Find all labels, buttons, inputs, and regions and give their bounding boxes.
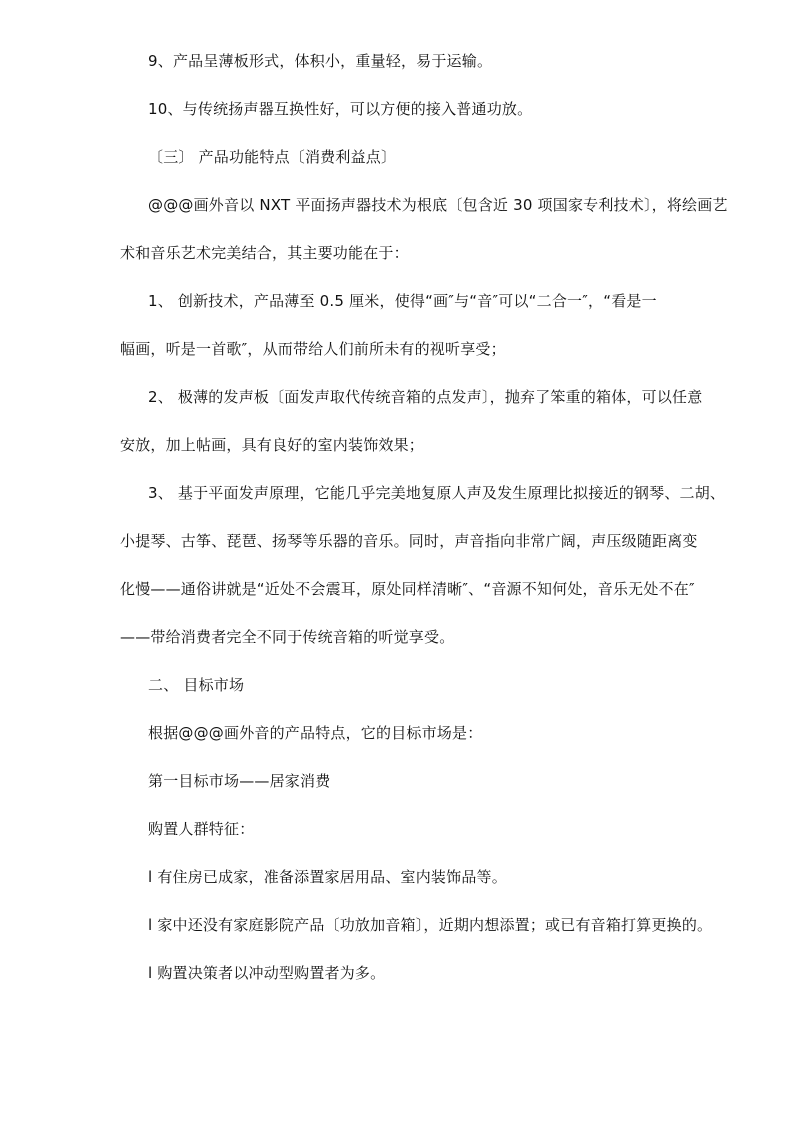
function-2-line-2: 安放，加上帖画，具有良好的室内装饰效果； <box>120 436 425 454</box>
function-1-line-2: 幅画，听是一首歌″，从而带给人们前所未有的视听享受； <box>120 340 506 358</box>
buyer-trait-3: l 购置决策者以冲动型购置者为多。 <box>148 964 386 982</box>
function-3-line-3: 化慢——通俗讲就是“近处不会震耳，原处同样清晰″、“音源不知何处，音乐无处不在″ <box>120 580 695 598</box>
paragraph-intro-line-2: 术和音乐艺术完美结合，其主要功能在于： <box>120 244 409 262</box>
feature-item-9: 9、产品呈薄板形式，体积小，重量轻，易于运输。 <box>148 52 493 70</box>
buyer-trait-1: l 有住房已成家，准备添置家居用品、室内装饰品等。 <box>148 868 507 886</box>
feature-item-10: 10、与传统扬声器互换性好，可以方便的接入普通功放。 <box>148 100 533 118</box>
section-heading-target-market: 二、 目标市场 <box>148 676 245 694</box>
function-3-line-2: 小提琴、古筝、琵琶、扬琴等乐器的音乐。同时，声音指向非常广阔，声压级随距离变 <box>120 532 698 550</box>
buyer-traits-heading: 购置人群特征： <box>148 820 255 838</box>
section-heading-features: 〔三〕 产品功能特点〔消费利益点〕 <box>148 148 397 166</box>
function-2-line-1: 2、 极薄的发声板〔面发声取代传统音箱的点发声〕，抛弃了笨重的箱体，可以任意 <box>148 388 703 406</box>
function-1-line-1: 1、 创新技术，产品薄至 0.5 厘米，使得“画″与“音″可以“二合一″，“看是一 <box>148 292 657 310</box>
function-3-line-4: ——带给消费者完全不同于传统音箱的听觉享受。 <box>120 628 455 646</box>
primary-target-market: 第一目标市场——居家消费 <box>148 772 331 790</box>
buyer-trait-2: l 家中还没有家庭影院产品〔功放加音箱〕，近期内想添置；或已有音箱打算更换的。 <box>148 916 713 934</box>
target-market-intro: 根据@@@画外音的产品特点，它的目标市场是： <box>148 724 483 742</box>
paragraph-intro-line-1: @@@画外音以 NXT 平面扬声器技术为根底〔包含近 30 项国家专利技术〕，将绘画艺 <box>148 196 728 214</box>
function-3-line-1: 3、 基于平面发声原理，它能几乎完美地复原人声及发生原理比拟接近的钢琴、二胡、 <box>148 484 726 502</box>
